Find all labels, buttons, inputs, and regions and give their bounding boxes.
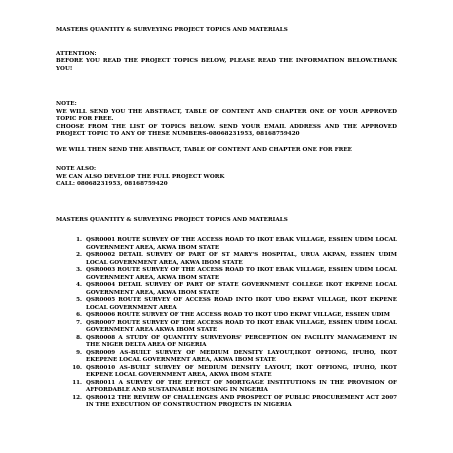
list-item-text: QSR0007 ROUTE SURVEY OF THE ACCESS ROAD TO IKOT EBAK VILLAGE, ESSIEN UDIM LOCAL GOVERNMENT AREA AKWA IBOM STATE xyxy=(86,319,397,333)
list-item-text: QSR0002 DETAIL SURVEY OF PART OF ST MARY'S HOSPITAL, URUA AKPAN, ESSIEN UDIM LOCAL GOVERNMENT AREA, AKWA IBOM STATE xyxy=(86,252,397,266)
attention-text: BEFORE YOU READ THE PROJECT TOPICS BELOW, PLEASE READ THE INFORMATION BELOW.THANK YOU! xyxy=(56,58,397,72)
list-item-number: 3. xyxy=(76,267,82,273)
note-label: NOTE: xyxy=(56,101,77,107)
list-item xyxy=(56,237,397,252)
list-item-number: 1. xyxy=(76,237,82,243)
list-item xyxy=(56,252,397,267)
list-item-number: 12. xyxy=(72,394,82,401)
list-item-text: QSR0009 AS-BUILT SURVEY OF MEDIUM DENSITY LAYOUT,IKOT OFFIONG, IFUHO, IKOT EKEPENE LOCAL GOVERNMENT AREA, AKWA IBOM STATE xyxy=(86,349,397,363)
note-also-label: NOTE ALSO: xyxy=(56,166,97,172)
list-item-text: QSR0004 DETAIL SURVEY OF PART OF STATE GOVERNMENT COLLEGE IKOT EKPENE LOCAL GOVERNMENT AREA, AKWA IBOM STATE xyxy=(86,282,397,296)
list-item-number: 11. xyxy=(72,379,82,386)
list-item xyxy=(56,312,397,320)
list-item-number: 2. xyxy=(76,252,82,258)
list-item xyxy=(56,320,397,335)
list-item-text: QSR0008 A STUDY OF QUANTITY SURVEYORS' PERCEPTION ON FACILITY MANAGEMENT IN THE NIGER DELTA AREA OF NIGERIA xyxy=(86,334,397,348)
list-item-number: 8. xyxy=(76,334,82,341)
list-item-number: 4. xyxy=(76,282,82,288)
list-item xyxy=(56,350,397,365)
note-text-2: CHOOSE FROM THE LIST OF TOPICS BELOW. SEND YOUR EMAIL ADDRESS AND THE APPROVED PROJECT TOPIC TO ANY OF THESE NUMBERS-08068231953, 08168759420 xyxy=(56,123,397,137)
list-item-number: 6. xyxy=(76,312,82,318)
list-item xyxy=(56,267,397,282)
list-item-text: QSR0006 ROUTE SURVEY OF THE ACCESS ROAD TO IKOT UDO EKPAT VILLAGE, ESSIEN UDIM xyxy=(86,312,390,318)
list-item xyxy=(56,380,397,395)
list-item xyxy=(56,365,397,380)
list-item-number: 7. xyxy=(76,319,82,326)
list-item-text: QSR0005 ROUTE SURVEY OF ACCESS ROAD INTO IKOT UDO EKPAT VILLAGE, IKOT EKPENE LOCAL GOVERNMENT AREA xyxy=(86,297,397,311)
list-item-text: QSR0011 A SURVEY OF THE EFFECT OF MORTGAGE INSTITUTIONS IN THE PROVISION OF AFFORDABLE AND SUSTAINABLE HOUSING IN NIGERIA xyxy=(86,379,397,393)
list-item xyxy=(56,282,397,297)
list-item-text: QSR0003 ROUTE SURVEY OF THE ACCESS ROAD TO IKOT EBAK VILLAGE, ESSIEN UDIM LOCAL GOVERNMENT AREA, AKWA IBOM STATE xyxy=(86,267,397,281)
list-item-text: QSR0010 AS-BUILT SURVEY OF MEDIUM DENSITY LAYOUT, IKOT OFFIONG, IFUHO, IKOT EKPENE LOCAL GOVERNMENT AREA, AKWA IBOM STATE xyxy=(86,364,397,378)
note-also-line-2: CALL: 08068231953, 08168759420 xyxy=(56,181,168,187)
note-text-1: WE WILL SEND YOU THE ABSTRACT, TABLE OF CONTENT AND CHAPTER ONE OF YOUR APPROVED TOPIC FOR FREE. xyxy=(56,108,397,122)
document-title: MASTERS QUANTITY & SURVEYING PROJECT TOPICS AND MATERIALS xyxy=(56,27,288,33)
list-item-number: 10. xyxy=(72,364,82,371)
list-item-text: QSR0001 ROUTE SURVEY OF THE ACCESS ROAD TO IKOT EBAK VILLAGE, ESSIEN UDIM LOCAL GOVERNMENT AREA, AKWA IBOM STATE xyxy=(86,237,397,251)
list-item xyxy=(56,335,397,350)
note-text-3: WE WILL THEN SEND THE ABSTRACT, TABLE OF CONTENT AND CHAPTER ONE FOR FREE xyxy=(56,146,352,153)
topics-list-title: MASTERS QUANTITY & SURVEYING PROJECT TOPICS AND MATERIALS xyxy=(56,216,288,223)
list-item-text: QSR0012 THE REVIEW OF CHALLENGES AND PROSPECT OF PUBLIC PROCUREMENT ACT 2007 IN THE EXECUTION OF CONSTRUCTION PROJECTS IN NIGERIA xyxy=(86,394,397,408)
topics-list xyxy=(56,237,397,410)
list-item-number: 5. xyxy=(76,297,82,303)
list-item-number: 9. xyxy=(76,349,82,356)
attention-label: ATTENTION: xyxy=(56,50,97,57)
list-item xyxy=(56,395,397,410)
list-item xyxy=(56,297,397,312)
note-also-line-1: WE CAN ALSO DEVELOP THE FULL PROJECT WORK xyxy=(56,173,225,180)
